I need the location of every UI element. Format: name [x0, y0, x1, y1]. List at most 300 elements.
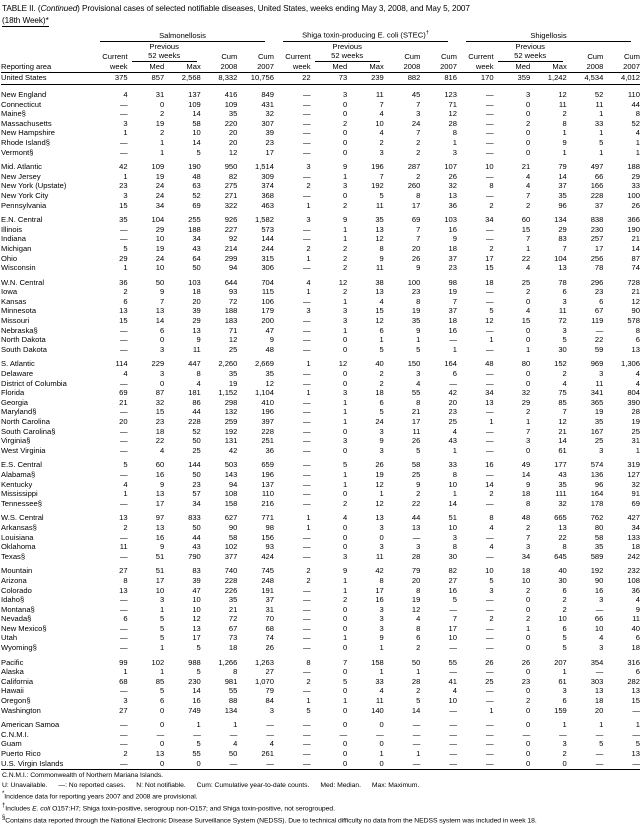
row-value-cell: 7: [525, 532, 531, 542]
table-row: [1, 369, 640, 379]
row-value-cell: 645: [554, 551, 567, 561]
row-value-cell: —: [449, 758, 457, 768]
row-value-cell: 229: [151, 359, 165, 369]
table-row: [1, 379, 640, 389]
row-value-cell: 232: [627, 566, 640, 576]
footnote-star-text: Incidence data for reporting years 2007 and 2008 are provisional.: [4, 793, 198, 801]
row-value-cell: 31: [631, 436, 640, 446]
row-area-label: Delaware: [1, 369, 34, 379]
row-value-cell: 71: [448, 99, 457, 109]
row-value-cell: —: [449, 667, 457, 677]
table-row: [1, 552, 640, 562]
row-value-cell: 12: [375, 498, 384, 508]
row-value-cell: 6: [562, 696, 567, 706]
row-value-cell: 52: [594, 90, 604, 99]
row-value-cell: 48: [265, 344, 274, 354]
row-value-cell: 47: [192, 585, 201, 595]
row-value-cell: 3: [562, 296, 567, 306]
row-value-cell: 40: [558, 566, 567, 576]
row-value-cell: 21: [411, 407, 421, 417]
row-value-cell: 0: [342, 99, 348, 109]
row-value-cell: 9: [416, 325, 421, 335]
header-max-salmonellosis: Max: [186, 61, 201, 71]
row-value-cell: 32: [155, 397, 165, 407]
row-value-cell: 42: [375, 566, 384, 576]
row-value-cell: 50: [155, 277, 165, 287]
row-value-cell: 1: [489, 335, 494, 345]
row-value-cell: —: [302, 344, 311, 354]
row-value-cell: —: [339, 729, 348, 739]
row-value-cell: 4: [635, 595, 640, 605]
row-value-cell: 8: [416, 585, 421, 595]
row-value-cell: 4: [489, 522, 494, 532]
table-row: [1, 667, 640, 677]
row-value-cell: 21: [631, 234, 640, 244]
row-value-cell: 80: [521, 359, 531, 369]
row-value-cell: 3: [123, 118, 128, 128]
row-value-cell: —: [302, 643, 311, 653]
header-year-2007-salmonellosis: 2007: [257, 61, 274, 71]
row-value-cell: 78: [558, 277, 567, 287]
row-value-cell: 5: [342, 676, 348, 686]
row-value-cell: 6: [599, 296, 604, 306]
row-value-cell: 42: [448, 388, 457, 398]
row-area-label: New York City: [1, 190, 49, 200]
row-value-cell: 4: [379, 296, 384, 306]
row-value-cell: 5: [159, 633, 165, 643]
row-value-cell: 69: [631, 498, 640, 508]
row-value-cell: 99: [119, 657, 128, 667]
row-value-cell: 177: [554, 460, 567, 470]
table-row: [1, 633, 640, 643]
row-value-cell: 7: [562, 407, 567, 417]
row-value-cell: 3: [562, 739, 567, 749]
row-value-cell: 59: [594, 344, 604, 354]
header-blank-4: [237, 42, 274, 52]
row-value-cell: 48: [192, 171, 201, 181]
row-value-cell: 35: [594, 417, 604, 426]
row-value-cell: 192: [371, 181, 384, 191]
row-area-label: E.N. Central: [1, 215, 43, 225]
row-area-label: W.N. Central: [1, 277, 45, 287]
row-value-cell: 1: [599, 720, 604, 730]
row-value-cell: 12: [558, 417, 567, 426]
row-value-cell: —: [120, 344, 128, 354]
row-value-cell: 3: [342, 181, 348, 191]
row-value-cell: 3: [379, 614, 384, 624]
row-value-cell: 102: [151, 657, 165, 667]
row-value-cell: 228: [261, 426, 274, 436]
row-value-cell: —: [485, 190, 494, 200]
row-value-cell: 12: [448, 109, 457, 119]
row-value-cell: —: [302, 109, 311, 119]
row-value-cell: 188: [188, 224, 201, 234]
row-area-label: Florida: [1, 388, 25, 398]
row-value-cell: 52: [631, 118, 640, 128]
row-value-cell: 2: [159, 109, 165, 119]
row-value-cell: 1: [379, 667, 384, 677]
row-value-cell: —: [485, 287, 494, 297]
row-value-cell: —: [485, 696, 494, 706]
row-value-cell: 36: [631, 585, 640, 595]
row-value-cell: 427: [627, 513, 640, 523]
row-value-cell: 1,514: [254, 162, 274, 172]
header-blank-6: [384, 42, 421, 52]
row-value-cell: 1: [123, 128, 128, 138]
row-value-cell: 22: [558, 532, 567, 542]
row-value-cell: 1,582: [254, 215, 274, 225]
row-value-cell: 299: [224, 253, 238, 263]
table-row: [1, 109, 640, 119]
row-area-label: Wyoming§: [1, 643, 37, 653]
row-value-cell: 88: [228, 696, 238, 706]
row-area-label: Missouri: [1, 316, 30, 326]
row-value-cell: 4: [123, 369, 128, 379]
footnote-cnmi: C.N.M.I.: Commonwealth of Northern Mariana Islands.: [2, 772, 164, 780]
row-value-cell: 2: [416, 489, 421, 499]
row-value-cell: 6: [379, 397, 384, 407]
row-value-cell: 5: [489, 575, 494, 585]
row-value-cell: —: [449, 335, 457, 345]
row-value-cell: —: [485, 90, 494, 99]
row-value-cell: 11: [375, 551, 384, 561]
row-value-cell: —: [302, 137, 311, 147]
row-value-cell: 838: [590, 215, 604, 225]
row-value-cell: 8: [489, 181, 494, 191]
table-row: [1, 100, 640, 110]
row-value-cell: 68: [265, 623, 274, 633]
row-value-cell: —: [302, 532, 311, 542]
row-value-cell: 8: [233, 667, 238, 677]
row-value-cell: 35: [594, 542, 604, 552]
row-value-cell: 12: [228, 335, 238, 345]
row-value-cell: —: [485, 498, 494, 508]
row-value-cell: 19: [155, 243, 165, 253]
row-area-label: New Mexico§: [1, 623, 47, 633]
row-value-cell: —: [302, 445, 311, 455]
row-value-cell: 0: [342, 643, 348, 653]
row-value-cell: 2: [525, 200, 531, 210]
row-value-cell: 0: [342, 137, 348, 147]
row-value-cell: 90: [594, 575, 604, 585]
row-value-cell: 109: [224, 99, 238, 109]
row-value-cell: 16: [375, 595, 384, 605]
table-row: [1, 566, 640, 576]
row-value-cell: 13: [375, 287, 384, 297]
row-value-cell: —: [485, 643, 494, 653]
row-value-cell: 37: [448, 306, 457, 316]
row-value-cell: 100: [627, 190, 640, 200]
row-value-cell: —: [120, 224, 128, 234]
table-row: [1, 595, 640, 605]
row-value-cell: —: [302, 369, 311, 379]
row-value-cell: 9: [452, 234, 457, 244]
row-value-cell: 0: [525, 749, 531, 758]
row-value-cell: 3: [159, 369, 165, 379]
row-value-cell: 3: [416, 369, 421, 379]
row-value-cell: 3: [379, 147, 384, 157]
group-header-shigellosis: Shigellosis: [457, 29, 640, 42]
table-row: [1, 191, 640, 201]
row-value-cell: 2: [306, 566, 311, 576]
row-value-cell: 5: [159, 686, 165, 696]
row-value-cell: 368: [261, 190, 274, 200]
row-value-cell: 8: [525, 498, 531, 508]
row-value-cell: 644: [224, 277, 238, 287]
row-value-cell: 21: [119, 397, 128, 407]
row-value-cell: 29: [192, 316, 201, 326]
row-value-cell: 13: [155, 306, 165, 316]
row-value-cell: 0: [562, 758, 567, 768]
row-value-cell: 2,568: [181, 73, 201, 83]
row-value-cell: 51: [155, 551, 165, 561]
row-value-cell: 8: [416, 296, 421, 306]
row-value-cell: 5: [599, 137, 604, 147]
row-value-cell: —: [412, 739, 421, 749]
row-value-cell: 2: [525, 407, 531, 417]
row-value-cell: 0: [342, 344, 348, 354]
row-value-cell: 33: [448, 460, 457, 470]
row-value-cell: 988: [188, 657, 201, 667]
row-value-cell: 35: [411, 316, 421, 326]
row-value-cell: 5: [562, 335, 567, 345]
row-value-cell: 5: [416, 445, 421, 455]
row-value-cell: 110: [261, 489, 274, 499]
row-value-cell: 11: [192, 344, 201, 354]
row-value-cell: 950: [224, 162, 238, 172]
row-value-cell: 0: [159, 99, 165, 109]
row-value-cell: 108: [224, 489, 238, 499]
row-value-cell: 9: [159, 542, 165, 552]
row-value-cell: 1,070: [254, 676, 274, 686]
row-value-cell: 4: [196, 378, 201, 388]
row-value-cell: —: [120, 469, 128, 479]
row-value-cell: 111: [555, 489, 567, 499]
row-value-cell: 1: [159, 604, 165, 614]
row-value-cell: 256: [590, 253, 604, 263]
row-value-cell: 132: [224, 407, 238, 417]
row-value-cell: —: [595, 749, 604, 758]
row-value-cell: 14: [558, 436, 567, 446]
footnote-ecoli-italic: E. coli: [32, 805, 51, 813]
row-value-cell: 19: [411, 595, 421, 605]
row-value-cell: 9: [525, 479, 531, 489]
row-value-cell: 0: [342, 190, 348, 200]
row-value-cell: 0: [525, 604, 531, 614]
row-value-cell: 45: [411, 90, 421, 99]
row-value-cell: 13: [192, 623, 201, 633]
row-value-cell: 260: [407, 181, 421, 191]
row-value-cell: 226: [224, 585, 238, 595]
row-value-cell: 114: [115, 359, 128, 369]
row-value-cell: 1: [306, 359, 311, 369]
row-value-cell: —: [449, 705, 457, 715]
row-value-cell: 1: [342, 696, 348, 706]
row-value-cell: 44: [631, 99, 640, 109]
table-row: [1, 215, 640, 225]
row-value-cell: —: [302, 460, 311, 470]
row-value-cell: —: [485, 686, 494, 696]
row-value-cell: 4: [452, 426, 457, 436]
row-value-cell: —: [485, 369, 494, 379]
row-value-cell: 251: [261, 436, 274, 446]
row-value-cell: 106: [261, 296, 274, 306]
row-value-cell: 102: [224, 542, 238, 552]
row-area-label: South Carolina§: [1, 426, 56, 436]
row-value-cell: 3: [452, 147, 457, 157]
header-52weeks-stec: 52 weeks: [311, 51, 384, 62]
row-value-cell: 3: [599, 445, 604, 455]
row-value-cell: 6: [562, 287, 567, 297]
row-value-cell: 2: [525, 614, 531, 624]
row-value-cell: 17: [411, 200, 421, 210]
row-area-label: Tennessee§: [1, 498, 42, 508]
row-value-cell: 6: [379, 325, 384, 335]
row-value-cell: 9: [379, 436, 384, 446]
row-value-cell: 1: [342, 585, 348, 595]
row-value-cell: 79: [411, 566, 421, 576]
table-row: [1, 278, 640, 288]
row-value-cell: 18: [448, 243, 457, 253]
row-value-cell: 5: [599, 739, 604, 749]
row-area-label: Ohio: [1, 253, 18, 263]
row-area-label: E.S. Central: [1, 460, 42, 470]
row-value-cell: 5: [379, 190, 384, 200]
row-value-cell: 127: [627, 469, 640, 479]
row-value-cell: 25: [448, 417, 457, 426]
row-value-cell: 44: [411, 513, 421, 523]
row-value-cell: 43: [192, 243, 201, 253]
table-row: [1, 576, 640, 586]
row-value-cell: 14: [631, 243, 640, 253]
row-value-cell: 397: [261, 417, 274, 426]
footnote-star: [2, 790, 639, 802]
row-value-cell: 13: [631, 686, 640, 696]
row-value-cell: 64: [192, 253, 201, 263]
row-value-cell: 9: [562, 137, 567, 147]
row-value-cell: 31: [265, 604, 274, 614]
row-value-cell: 12: [631, 296, 640, 306]
header-cum-2007-stec-label: Cum: [440, 52, 457, 62]
row-value-cell: 463: [261, 200, 274, 210]
row-value-cell: 34: [192, 498, 201, 508]
row-value-cell: 1: [452, 344, 457, 354]
row-value-cell: 27: [448, 575, 457, 585]
row-value-cell: 857: [151, 73, 165, 83]
row-value-cell: 15: [119, 200, 128, 210]
title-part-a: TABLE II. (: [2, 4, 41, 13]
row-value-cell: 749: [188, 705, 201, 715]
row-area-label: Louisiana: [1, 532, 34, 542]
title-part-b: ) Provisional cases of selected notifiable diseases, United States, weeks ending May 3, 2008, and May 5, 2007: [77, 4, 470, 13]
row-value-cell: 1: [306, 287, 311, 297]
row-value-cell: 0: [525, 705, 531, 715]
row-value-cell: 104: [554, 253, 567, 263]
header-cum-2007-salmonellosis-label: Cum: [257, 52, 274, 62]
row-value-cell: 2: [306, 575, 311, 585]
row-value-cell: 5: [416, 344, 421, 354]
row-value-cell: 1: [562, 720, 567, 730]
row-area-label: Texas§: [1, 551, 26, 561]
row-value-cell: 109: [188, 99, 201, 109]
row-value-cell: 5: [562, 643, 567, 653]
header-cum-2008-shigellosis-label: Cum: [587, 52, 604, 62]
row-value-cell: 170: [480, 73, 494, 83]
row-value-cell: 12: [228, 147, 238, 157]
row-value-cell: 93: [265, 542, 274, 552]
row-value-cell: 25: [411, 469, 421, 479]
row-value-cell: 35: [558, 479, 567, 489]
row-value-cell: 0: [342, 720, 348, 730]
row-value-cell: 5: [635, 739, 640, 749]
row-value-cell: 8: [452, 542, 457, 552]
row-value-cell: 42: [228, 445, 238, 455]
row-value-cell: —: [302, 426, 311, 436]
row-value-cell: —: [120, 729, 128, 739]
row-value-cell: 7: [342, 657, 348, 667]
row-value-cell: 34: [485, 215, 494, 225]
table-row: [1, 533, 640, 543]
header-blank-8: [457, 42, 494, 52]
row-value-cell: 36: [448, 200, 457, 210]
row-value-cell: 37: [594, 200, 604, 210]
row-value-cell: 447: [188, 359, 201, 369]
row-value-cell: 5: [123, 460, 128, 470]
row-value-cell: —: [302, 479, 311, 489]
row-value-cell: 0: [342, 667, 348, 677]
row-area-label: Rhode Island§: [1, 137, 50, 147]
row-value-cell: 14: [485, 479, 494, 489]
row-value-cell: 3: [599, 643, 604, 653]
row-value-cell: 2: [416, 171, 421, 181]
row-value-cell: 0: [159, 758, 165, 768]
header-year-2008-stec: 2008: [403, 61, 421, 71]
row-value-cell: 13: [631, 344, 640, 354]
row-value-cell: 79: [265, 686, 274, 696]
row-value-cell: —: [595, 729, 604, 739]
row-value-cell: 69: [119, 388, 128, 398]
row-value-cell: 23: [448, 263, 457, 273]
table-title: [0, 0, 641, 27]
row-value-cell: 7: [416, 234, 421, 244]
row-value-cell: 0: [342, 749, 348, 758]
header-week-shigellosis: week: [475, 61, 494, 71]
row-value-cell: 1: [562, 147, 567, 157]
row-value-cell: 67: [228, 623, 238, 633]
row-area-label: Michigan: [1, 243, 32, 253]
legend-med: Med: Median.: [320, 781, 361, 789]
row-value-cell: 665: [554, 513, 567, 523]
row-value-cell: 10: [485, 162, 494, 172]
row-value-cell: 10: [594, 623, 604, 633]
row-value-cell: 0: [525, 369, 531, 379]
row-value-cell: 2: [562, 369, 567, 379]
row-value-cell: 2: [489, 200, 494, 210]
row-value-cell: 8: [452, 469, 457, 479]
row-value-cell: 26: [485, 657, 494, 667]
row-value-cell: 19: [631, 417, 640, 426]
row-area-label: Vermont§: [1, 147, 34, 157]
row-value-cell: —: [485, 171, 494, 181]
row-value-cell: 275: [224, 181, 238, 191]
table-row: [1, 460, 640, 470]
row-value-cell: —: [485, 137, 494, 147]
row-value-cell: 136: [590, 469, 604, 479]
row-value-cell: 3: [342, 388, 348, 398]
row-value-cell: —: [485, 128, 494, 138]
row-value-cell: 704: [261, 277, 274, 287]
header-reporting-area: Reporting area: [1, 61, 52, 71]
